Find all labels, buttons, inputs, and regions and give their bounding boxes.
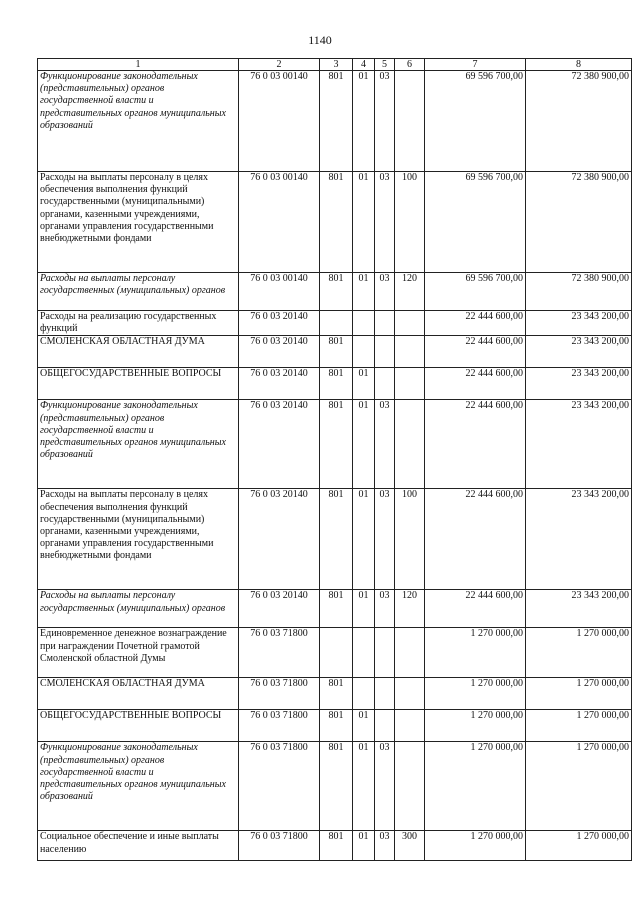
gr-code-cell: 801 [320,742,353,831]
row-name-cell: Расходы на выплаты персоналу в целях обеспечения выполнения функций государственными (муниципальными) органами, казенными учреждениями, органами управления государственными внебюджетными фондами [38,172,239,273]
amount-2025-cell: 1 270 000,00 [425,742,526,831]
amount-2026-cell: 23 343 200,00 [526,489,632,590]
amount-2025-cell: 1 270 000,00 [425,831,526,861]
amount-2026-cell: 1 270 000,00 [526,678,632,710]
gr-code-cell: 801 [320,172,353,273]
amount-2026-cell: 1 270 000,00 [526,710,632,742]
pr-code-cell: 03 [375,71,395,172]
amount-2026-cell: 1 270 000,00 [526,628,632,678]
pr-code-cell [375,710,395,742]
gr-code-cell: 801 [320,368,353,400]
amount-2026-cell: 23 343 200,00 [526,590,632,628]
rz-code-cell: 01 [353,273,375,311]
target-code-cell: 76 0 03 20140 [239,400,320,489]
table-row [38,311,632,336]
target-code-cell: 76 0 03 00140 [239,273,320,311]
target-code-cell: 76 0 03 20140 [239,590,320,628]
col-header-5: 5 [375,59,395,71]
row-name-cell: Социальное обеспечение и иные выплаты населению [38,831,239,861]
vr-code-cell [395,400,425,489]
col-header-7: 7 [425,59,526,71]
col-header-8: 8 [526,59,632,71]
gr-code-cell [320,311,353,336]
vr-code-cell: 120 [395,273,425,311]
amount-2026-cell: 72 380 900,00 [526,172,632,273]
gr-code-cell: 801 [320,71,353,172]
rz-code-cell: 01 [353,71,375,172]
table-row [38,273,632,311]
table-row [38,489,632,590]
target-code-cell: 76 0 03 00140 [239,172,320,273]
pr-code-cell: 03 [375,400,395,489]
col-header-6: 6 [395,59,425,71]
pr-code-cell [375,628,395,678]
row-name-cell: СМОЛЕНСКАЯ ОБЛАСТНАЯ ДУМА [38,678,239,710]
amount-2025-cell: 22 444 600,00 [425,400,526,489]
gr-code-cell: 801 [320,489,353,590]
pr-code-cell [375,311,395,336]
rz-code-cell [353,628,375,678]
rz-code-cell: 01 [353,172,375,273]
gr-code-cell: 801 [320,336,353,368]
row-name-cell: Функционирование законодательных (представительных) органов государственной власти и представительных органов муниципальных образований [38,742,239,831]
amount-2025-cell: 1 270 000,00 [425,628,526,678]
amount-2025-cell: 22 444 600,00 [425,489,526,590]
vr-code-cell [395,628,425,678]
amount-2025-cell: 69 596 700,00 [425,273,526,311]
table-row [38,400,632,489]
rz-code-cell: 01 [353,489,375,590]
vr-code-cell [395,710,425,742]
target-code-cell: 76 0 03 20140 [239,336,320,368]
vr-code-cell: 100 [395,489,425,590]
table-header-row [38,59,632,71]
pr-code-cell: 03 [375,831,395,861]
amount-2026-cell: 72 380 900,00 [526,71,632,172]
vr-code-cell [395,71,425,172]
table-row [38,336,632,368]
vr-code-cell: 300 [395,831,425,861]
amount-2026-cell: 23 343 200,00 [526,336,632,368]
amount-2025-cell: 22 444 600,00 [425,311,526,336]
target-code-cell: 76 0 03 20140 [239,489,320,590]
row-name-cell: Расходы на реализацию государственных функций [38,311,239,336]
vr-code-cell [395,311,425,336]
amount-2026-cell: 23 343 200,00 [526,400,632,489]
gr-code-cell: 801 [320,273,353,311]
rz-code-cell: 01 [353,710,375,742]
vr-code-cell [395,368,425,400]
page-number: 1140 [308,33,332,47]
rz-code-cell: 01 [353,831,375,861]
table-row [38,742,632,831]
vr-code-cell [395,678,425,710]
col-header-3: 3 [320,59,353,71]
gr-code-cell: 801 [320,400,353,489]
rz-code-cell [353,311,375,336]
amount-2026-cell: 1 270 000,00 [526,831,632,861]
pr-code-cell: 03 [375,742,395,831]
amount-2026-cell: 23 343 200,00 [526,368,632,400]
amount-2025-cell: 1 270 000,00 [425,710,526,742]
rz-code-cell: 01 [353,590,375,628]
row-name-cell: Функционирование законодательных (представительных) органов государственной власти и представительных органов муниципальных образований [38,400,239,489]
gr-code-cell: 801 [320,710,353,742]
table-row [38,710,632,742]
pr-code-cell: 03 [375,590,395,628]
gr-code-cell [320,628,353,678]
amount-2025-cell: 22 444 600,00 [425,336,526,368]
row-name-cell: Функционирование законодательных (представительных) органов государственной власти и представительных органов муниципальных образований [38,71,239,172]
pr-code-cell: 03 [375,172,395,273]
table-row [38,368,632,400]
vr-code-cell [395,742,425,831]
vr-code-cell [395,336,425,368]
target-code-cell: 76 0 03 71800 [239,710,320,742]
amount-2025-cell: 69 596 700,00 [425,172,526,273]
gr-code-cell: 801 [320,831,353,861]
table-row [38,590,632,628]
pr-code-cell [375,678,395,710]
amount-2025-cell: 69 596 700,00 [425,71,526,172]
row-name-cell: ОБЩЕГОСУДАРСТВЕННЫЕ ВОПРОСЫ [38,368,239,400]
target-code-cell: 76 0 03 71800 [239,628,320,678]
rz-code-cell: 01 [353,400,375,489]
target-code-cell: 76 0 03 00140 [239,71,320,172]
amount-2026-cell: 1 270 000,00 [526,742,632,831]
pr-code-cell: 03 [375,273,395,311]
target-code-cell: 76 0 03 20140 [239,311,320,336]
table-row [38,628,632,678]
row-name-cell: Расходы на выплаты персоналу государственных (муниципальных) органов [38,273,239,311]
gr-code-cell: 801 [320,590,353,628]
rz-code-cell: 01 [353,742,375,831]
amount-2025-cell: 22 444 600,00 [425,590,526,628]
table-row [38,71,632,172]
col-header-2: 2 [239,59,320,71]
pr-code-cell: 03 [375,489,395,590]
budget-table [37,58,632,861]
target-code-cell: 76 0 03 71800 [239,678,320,710]
row-name-cell: СМОЛЕНСКАЯ ОБЛАСТНАЯ ДУМА [38,336,239,368]
pr-code-cell [375,368,395,400]
rz-code-cell: 01 [353,368,375,400]
pr-code-cell [375,336,395,368]
vr-code-cell: 120 [395,590,425,628]
amount-2026-cell: 23 343 200,00 [526,311,632,336]
col-header-1: 1 [38,59,239,71]
row-name-cell: Единовременное денежное вознаграждение при награждении Почетной грамотой Смоленской областной Думы [38,628,239,678]
target-code-cell: 76 0 03 71800 [239,831,320,861]
rz-code-cell [353,336,375,368]
row-name-cell: ОБЩЕГОСУДАРСТВЕННЫЕ ВОПРОСЫ [38,710,239,742]
table-row [38,831,632,861]
row-name-cell: Расходы на выплаты персоналу государственных (муниципальных) органов [38,590,239,628]
table-row [38,678,632,710]
vr-code-cell: 100 [395,172,425,273]
row-name-cell: Расходы на выплаты персоналу в целях обеспечения выполнения функций государственными (муниципальными) органами, казенными учреждениями, органами управления государственными внебюджетными фондами [38,489,239,590]
gr-code-cell: 801 [320,678,353,710]
col-header-4: 4 [353,59,375,71]
rz-code-cell [353,678,375,710]
amount-2025-cell: 22 444 600,00 [425,368,526,400]
table-row [38,172,632,273]
target-code-cell: 76 0 03 71800 [239,742,320,831]
amount-2026-cell: 72 380 900,00 [526,273,632,311]
amount-2025-cell: 1 270 000,00 [425,678,526,710]
target-code-cell: 76 0 03 20140 [239,368,320,400]
